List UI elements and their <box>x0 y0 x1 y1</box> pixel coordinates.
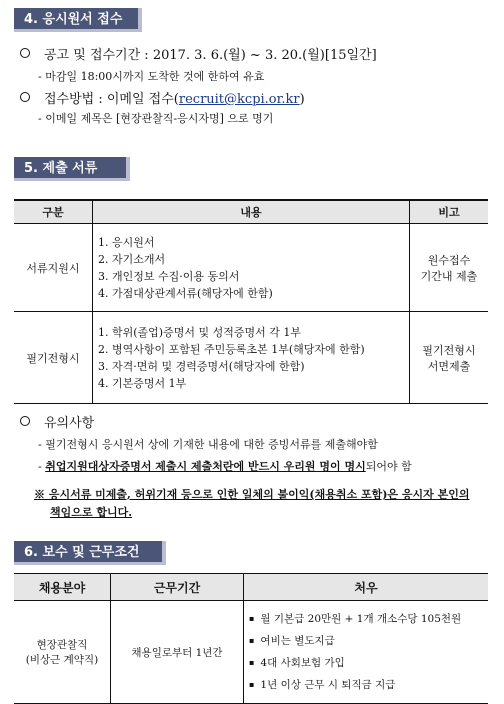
circle-bullet-icon <box>20 48 30 58</box>
row-period: 채용일로부터 1년간 <box>111 601 244 704</box>
list-item: ▪ 4대 사회보험 가입 <box>249 652 487 674</box>
period-note: - 마감일 18:00시까지 도착한 것에 한하여 유효 <box>38 70 265 83</box>
notice-line <box>20 412 94 431</box>
table-header-row <box>14 200 488 224</box>
circle-bullet-icon <box>20 92 30 102</box>
col-header-content: 내용 <box>93 200 410 224</box>
period-label: 공고 및 접수기간 : 2017. 3. 6.(월) ~ 3. 20.(월)[15일간] <box>44 48 377 63</box>
list-item: 2. 자기소개서 <box>98 252 166 266</box>
conditions-table <box>14 573 488 704</box>
period-line <box>20 44 377 63</box>
section-4-header <box>14 8 142 32</box>
table-header-row <box>14 574 488 601</box>
warning-line: ※ 응시서류 미제출, 허위기재 등으로 인한 일체의 불이익(채용취소 포함)은 응시자 본인의 <box>34 488 470 501</box>
col-header-category: 구분 <box>14 200 93 224</box>
documents-table <box>14 199 488 404</box>
method-label: 접수방법 : 이메일 접수( <box>44 92 179 107</box>
remark-line: 필기전형시 <box>422 343 476 357</box>
col-header-period: 근무기간 <box>111 574 244 601</box>
section-5-title: 5. 제출 서류 <box>24 161 98 176</box>
list-item: 3. 자격·면허 및 경력증명서(해당자에 한함) <box>98 359 305 373</box>
row-remark <box>410 224 489 312</box>
row-content <box>93 312 410 404</box>
section-6-title: 6. 보수 및 근무조건 <box>24 545 140 560</box>
list-item: 4. 가점대상관계서류(해당자에 한함) <box>98 286 273 300</box>
list-item: 2. 병역사항이 포함된 주민등록초본 1부(해당자에 한함) <box>98 342 365 356</box>
method-note: - 이메일 제목은 [현장관찰직-응시자명] 으로 명기 <box>38 112 274 125</box>
field-line: (비상근 계약직) <box>25 654 99 666</box>
section-6-header <box>14 541 166 565</box>
notice-item: - 필기전형시 응시원서 상에 기재한 내용에 대한 증빙서류를 제출해야함 <box>38 438 378 451</box>
notice-title: 유의사항 <box>44 416 95 431</box>
col-header-benefits: 처우 <box>244 574 489 601</box>
section-5-header <box>14 157 130 181</box>
notice-rest: 되어야 함 <box>365 460 412 473</box>
list-item: 1. 응시원서 <box>98 235 155 249</box>
notice-dash: - <box>38 460 46 473</box>
notice-item <box>38 458 412 474</box>
circle-bullet-icon <box>20 416 30 426</box>
method-close: ) <box>299 92 305 107</box>
row-remark <box>410 312 489 404</box>
row-benefits <box>244 601 489 704</box>
list-item: 1. 학위(졸업)증명서 및 성적증명서 각 1부 <box>98 325 301 339</box>
table-row <box>14 224 488 312</box>
list-item: ▪ 여비는 별도지급 <box>249 630 487 652</box>
email-link[interactable]: recruit@kcpi.or.kr <box>178 92 300 107</box>
warning-line: 책임으로 합니다. <box>50 506 133 519</box>
section-4-title: 4. 응시원서 접수 <box>24 12 123 27</box>
remark-line: 기간내 제출 <box>420 269 478 283</box>
remark-line: 원수접수 <box>427 253 471 267</box>
notice-emphasis: 취업지원대상자증명서 제출시 제출처란에 반드시 우리원 명이 명시 <box>45 460 366 473</box>
table-row <box>14 312 488 404</box>
row-category: 필기전형시 <box>14 312 93 404</box>
field-line: 현장관찰직 <box>36 639 88 651</box>
table-row <box>14 601 488 704</box>
list-item: ▪ 1년 이상 근무 시 퇴직금 지급 <box>249 674 487 696</box>
remark-line: 서면제출 <box>427 359 471 373</box>
col-header-field: 채용분야 <box>14 574 111 601</box>
row-content <box>93 224 410 312</box>
list-item: 3. 개인정보 수집·이용 동의서 <box>98 269 240 283</box>
row-field <box>14 601 111 704</box>
method-line <box>20 88 305 107</box>
list-item: ▪ 월 기본급 20만원 + 1개 개소수당 105천원 <box>249 608 487 630</box>
list-item: 4. 기본증명서 1부 <box>98 376 187 390</box>
col-header-remark: 비고 <box>410 200 489 224</box>
row-category: 서류지원시 <box>14 224 93 312</box>
